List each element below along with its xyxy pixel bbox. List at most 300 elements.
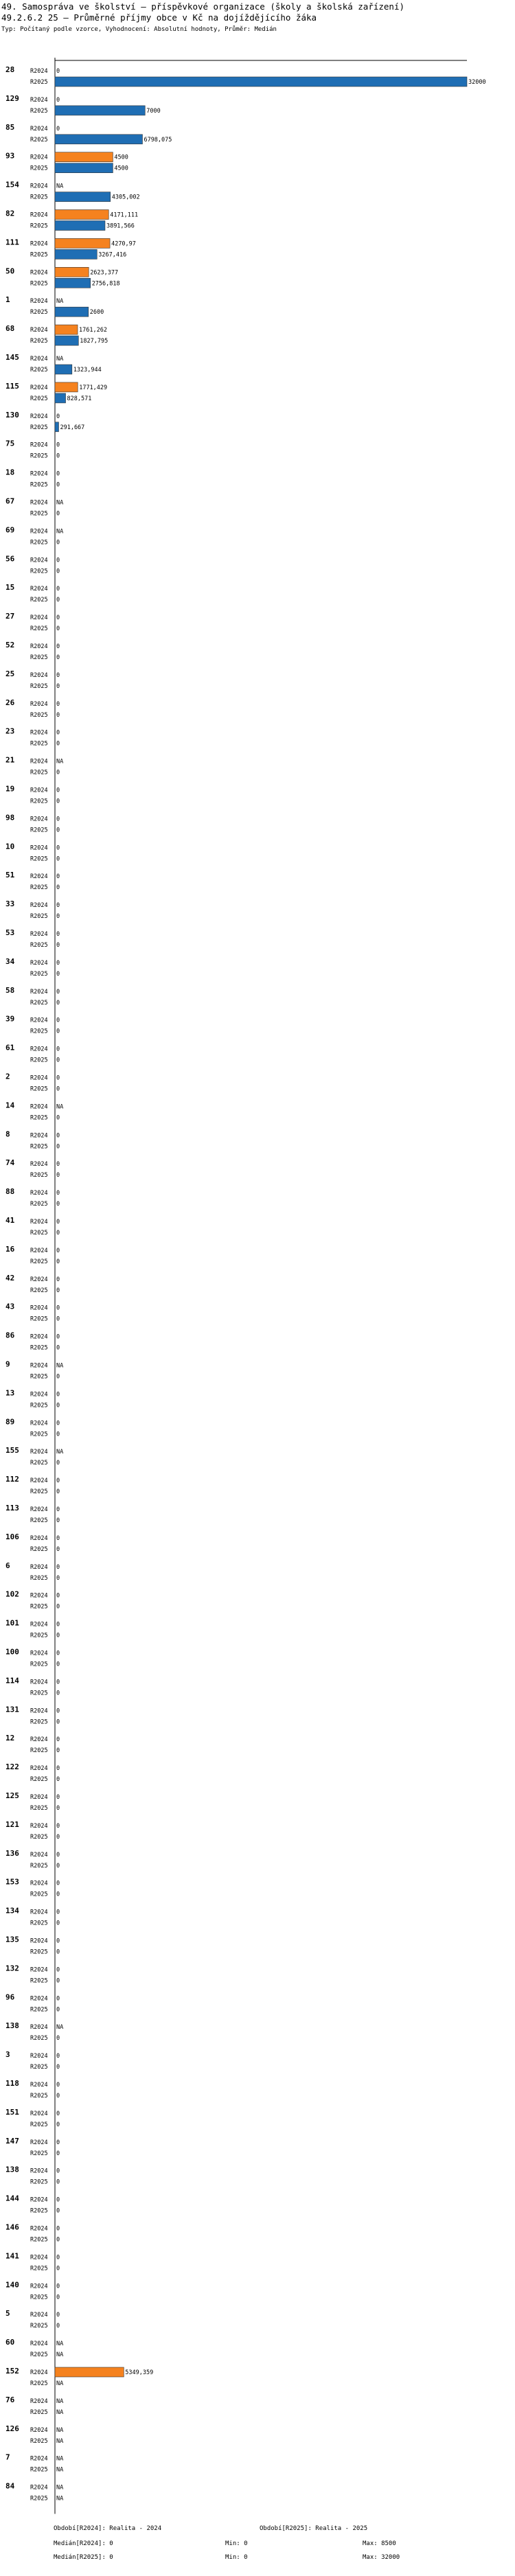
value-label: NA — [56, 356, 64, 363]
value-label: 0 — [56, 1592, 60, 1600]
category-label: 42 — [5, 1273, 15, 1283]
category-label: 98 — [5, 813, 15, 823]
series-label: R2025 — [30, 1862, 48, 1870]
series-label: R2025 — [30, 1603, 48, 1611]
category-label: 60 — [5, 2338, 15, 2347]
value-label: 0 — [56, 1074, 60, 1082]
bar — [55, 135, 142, 144]
category-label: 51 — [5, 871, 15, 880]
category-label: 75 — [5, 439, 15, 448]
value-label: 0 — [56, 1891, 60, 1898]
series-label: R2024 — [30, 931, 48, 938]
value-label: 0 — [56, 1977, 60, 1985]
value-label: 3891,566 — [106, 222, 135, 230]
legend-r2024: Období[R2024]: Realita - 2024 — [54, 2525, 162, 2532]
series-label: R2024 — [30, 298, 48, 306]
category-label: 74 — [5, 1158, 15, 1168]
category-label: 138 — [5, 2165, 19, 2174]
value-label: NA — [56, 2495, 64, 2503]
series-label: R2025 — [30, 1805, 48, 1812]
value-label: 7000 — [146, 107, 161, 115]
series-label: R2025 — [30, 1344, 48, 1352]
value-label: 6798,075 — [144, 136, 172, 143]
max-r2025: Max: 32000 — [363, 2554, 400, 2561]
value-label: 0 — [56, 913, 60, 921]
value-label: NA — [56, 1449, 64, 1456]
max-r2024: Max: 8500 — [363, 2540, 396, 2547]
series-label: R2025 — [30, 1833, 48, 1841]
value-label: 0 — [56, 855, 60, 863]
bar — [55, 249, 97, 259]
value-label: 0 — [56, 1545, 60, 1553]
category-label: 141 — [5, 2251, 19, 2261]
series-label: R2024 — [30, 327, 48, 334]
bar — [55, 152, 113, 162]
value-label: 0 — [56, 2283, 60, 2290]
value-label: 4270,97 — [111, 240, 136, 248]
series-label: R2024 — [30, 1103, 48, 1111]
value-label: 0 — [56, 970, 60, 978]
value-label: 0 — [56, 2035, 60, 2043]
series-label: R2024 — [30, 1679, 48, 1686]
series-label: R2025 — [30, 367, 48, 373]
series-label: R2024 — [30, 1304, 48, 1312]
series-label: R2024 — [30, 700, 48, 708]
category-label: 18 — [5, 468, 15, 477]
value-label: 4500 — [114, 165, 128, 172]
value-label: NA — [56, 2024, 64, 2032]
category-label: 100 — [5, 1647, 19, 1657]
category-label: 118 — [5, 2079, 19, 2088]
value-label: 0 — [56, 1046, 60, 1053]
value-label: 0 — [56, 2236, 60, 2244]
category-label: 56 — [5, 554, 15, 564]
series-label: R2025 — [30, 855, 48, 863]
value-label: 0 — [56, 557, 60, 564]
series-label: R2025 — [30, 79, 48, 86]
series-label: R2024 — [30, 614, 48, 622]
category-label: 114 — [5, 1676, 19, 1686]
value-label: 3267,416 — [98, 251, 127, 259]
value-label: 0 — [56, 902, 60, 910]
category-label: 68 — [5, 324, 15, 334]
value-label: 0 — [56, 2167, 60, 2175]
series-label: R2024 — [30, 758, 48, 766]
value-label: 0 — [56, 1661, 60, 1668]
series-label: R2025 — [30, 2437, 48, 2445]
bar — [55, 2367, 124, 2377]
series-label: R2025 — [30, 395, 48, 402]
value-label: NA — [56, 2426, 64, 2434]
series-label: R2024 — [30, 1851, 48, 1859]
value-label: 0 — [56, 729, 60, 737]
value-label: 0 — [56, 654, 60, 661]
category-label: 67 — [5, 496, 15, 506]
value-label: 0 — [56, 2294, 60, 2301]
category-label: 126 — [5, 2424, 19, 2433]
category-label: 145 — [5, 353, 19, 362]
min-r2025: Min: 0 — [225, 2554, 248, 2561]
series-label: R2025 — [30, 1920, 48, 1927]
category-label: 89 — [5, 1417, 15, 1427]
value-label: 0 — [56, 1707, 60, 1715]
value-label: 0 — [56, 597, 60, 604]
series-label: R2025 — [30, 1545, 48, 1553]
legend-r2025: Období[R2025]: Realita - 2025 — [260, 2525, 368, 2532]
value-label: 0 — [56, 1190, 60, 1197]
value-label: 0 — [56, 931, 60, 938]
category-label: 19 — [5, 784, 15, 794]
series-label: R2025 — [30, 682, 48, 690]
value-label: 1827,795 — [80, 338, 108, 345]
category-label: 23 — [5, 726, 15, 736]
series-label: R2024 — [30, 671, 48, 679]
series-label: R2025 — [30, 999, 48, 1007]
bar — [55, 422, 58, 432]
series-label: R2025 — [30, 107, 48, 115]
bar — [55, 382, 78, 392]
category-label: 12 — [5, 1734, 15, 1743]
series-label: R2025 — [30, 1488, 48, 1496]
category-label: 76 — [5, 2395, 15, 2404]
series-label: R2024 — [30, 1736, 48, 1744]
series-label: R2024 — [30, 2053, 48, 2060]
category-label: 3 — [5, 2050, 10, 2060]
category-label: 144 — [5, 2194, 19, 2203]
value-label: 0 — [56, 2121, 60, 2128]
series-label: R2024 — [30, 729, 48, 737]
series-label: R2025 — [30, 1977, 48, 1985]
series-label: R2025 — [30, 654, 48, 661]
series-label: R2024 — [30, 1219, 48, 1226]
category-label: 96 — [5, 1992, 15, 2002]
series-label: R2024 — [30, 470, 48, 478]
value-label: 0 — [56, 1402, 60, 1410]
series-label: R2025 — [30, 798, 48, 805]
value-label: 0 — [56, 769, 60, 777]
category-label: 106 — [5, 1532, 19, 1541]
series-label: R2024 — [30, 240, 48, 248]
series-label: R2025 — [30, 2178, 48, 2186]
category-label: 33 — [5, 899, 15, 909]
value-label: 0 — [56, 1563, 60, 1571]
value-label: 0 — [56, 1833, 60, 1841]
value-label: 1771,429 — [79, 384, 108, 391]
series-label: R2025 — [30, 1085, 48, 1093]
category-label: 13 — [5, 1388, 15, 1398]
series-label: R2025 — [30, 913, 48, 921]
value-label: 828,571 — [67, 395, 92, 402]
value-label: 0 — [56, 1822, 60, 1830]
category-label: 153 — [5, 1877, 19, 1887]
value-label: NA — [56, 2484, 64, 2492]
series-label: R2024 — [30, 68, 48, 75]
value-label: 0 — [56, 470, 60, 478]
series-label: R2024 — [30, 2341, 48, 2348]
category-label: 43 — [5, 1302, 15, 1311]
category-label: 28 — [5, 65, 15, 74]
value-label: 0 — [56, 1431, 60, 1438]
series-label: R2024 — [30, 2369, 48, 2376]
value-label: 0 — [56, 1304, 60, 1312]
value-label: 0 — [56, 2323, 60, 2330]
series-label: R2025 — [30, 222, 48, 230]
value-label: 0 — [56, 1161, 60, 1169]
series-label: R2025 — [30, 1114, 48, 1122]
value-label: 0 — [56, 2082, 60, 2089]
category-label: 53 — [5, 928, 15, 937]
category-label: 10 — [5, 842, 15, 851]
bar — [55, 336, 78, 345]
series-label: R2025 — [30, 1948, 48, 1956]
value-label: 0 — [56, 481, 60, 489]
value-label: 0 — [56, 740, 60, 748]
value-label: 0 — [56, 873, 60, 881]
series-label: R2024 — [30, 873, 48, 881]
series-label: R2024 — [30, 1190, 48, 1197]
value-label: 0 — [56, 2053, 60, 2060]
series-label: R2024 — [30, 1506, 48, 1513]
series-label: R2025 — [30, 452, 48, 460]
value-label: NA — [56, 528, 64, 536]
value-label: 0 — [56, 2178, 60, 2186]
series-label: R2025 — [30, 1258, 48, 1265]
series-label: R2024 — [30, 1592, 48, 1600]
series-label: R2025 — [30, 338, 48, 345]
value-label: NA — [56, 2466, 64, 2474]
category-label: 93 — [5, 151, 15, 161]
category-label: 111 — [5, 238, 19, 247]
series-label: R2024 — [30, 183, 48, 190]
bar — [55, 267, 89, 277]
category-label: 134 — [5, 1906, 19, 1916]
series-label: R2025 — [30, 251, 48, 259]
value-label: 0 — [56, 441, 60, 449]
category-label: 61 — [5, 1043, 15, 1053]
value-label: 0 — [56, 1373, 60, 1381]
value-label: 0 — [56, 96, 60, 104]
value-label: 0 — [56, 1057, 60, 1064]
value-label: 0 — [56, 2064, 60, 2071]
value-label: 0 — [56, 959, 60, 967]
category-label: 27 — [5, 612, 15, 621]
series-label: R2025 — [30, 1661, 48, 1668]
value-label: 0 — [56, 1718, 60, 1726]
value-label: 0 — [56, 827, 60, 834]
series-label: R2024 — [30, 2426, 48, 2434]
value-label: NA — [56, 758, 64, 766]
series-label: R2025 — [30, 597, 48, 604]
category-label: 132 — [5, 1964, 19, 1973]
value-label: 0 — [56, 2207, 60, 2215]
series-label: R2025 — [30, 1201, 48, 1208]
category-label: 154 — [5, 180, 19, 189]
bar — [55, 238, 110, 248]
value-label: 0 — [56, 1420, 60, 1427]
category-label: 102 — [5, 1589, 19, 1599]
series-label: R2025 — [30, 1460, 48, 1467]
series-label: R2024 — [30, 2254, 48, 2262]
value-label: 0 — [56, 2265, 60, 2273]
category-label: 41 — [5, 1216, 15, 1225]
value-label: 0 — [56, 2093, 60, 2100]
series-label: R2025 — [30, 2064, 48, 2071]
category-label: 115 — [5, 381, 19, 391]
min-r2024: Min: 0 — [225, 2540, 248, 2547]
value-label: NA — [56, 2397, 64, 2405]
series-label: R2024 — [30, 1794, 48, 1801]
category-label: 151 — [5, 2107, 19, 2117]
value-label: 0 — [56, 2150, 60, 2157]
category-label: 101 — [5, 1618, 19, 1628]
series-label: R2024 — [30, 959, 48, 967]
value-label: 0 — [56, 711, 60, 719]
category-label: 155 — [5, 1446, 19, 1456]
value-label: 0 — [56, 586, 60, 593]
series-label: R2024 — [30, 2397, 48, 2405]
value-label: 0 — [56, 1632, 60, 1640]
value-label: 0 — [56, 125, 60, 133]
value-label: NA — [56, 298, 64, 306]
value-label: 0 — [56, 413, 60, 420]
series-label: R2025 — [30, 2466, 48, 2474]
series-label: R2024 — [30, 2196, 48, 2204]
value-label: 0 — [56, 1477, 60, 1485]
series-label: R2024 — [30, 2082, 48, 2089]
series-label: R2025 — [30, 1230, 48, 1237]
category-label: 125 — [5, 1791, 19, 1800]
series-label: R2024 — [30, 844, 48, 852]
value-label: 0 — [56, 1315, 60, 1323]
value-label: 0 — [56, 68, 60, 75]
value-label: 0 — [56, 2225, 60, 2233]
value-label: 0 — [56, 884, 60, 892]
value-label: 0 — [56, 1230, 60, 1237]
value-label: 0 — [56, 1966, 60, 1974]
category-label: 16 — [5, 1244, 15, 1254]
series-label: R2024 — [30, 1563, 48, 1571]
series-label: R2024 — [30, 1247, 48, 1254]
series-label: R2024 — [30, 1650, 48, 1657]
category-label: 136 — [5, 1848, 19, 1858]
value-label: 0 — [56, 643, 60, 650]
median-r2024: Medián[R2024]: 0 — [54, 2540, 113, 2547]
value-label: 0 — [56, 1920, 60, 1927]
value-label: 0 — [56, 1172, 60, 1180]
category-label: 84 — [5, 2481, 15, 2491]
value-label: NA — [56, 2408, 64, 2416]
category-label: 8 — [5, 1129, 10, 1139]
value-label: NA — [56, 2380, 64, 2387]
series-label: R2024 — [30, 1937, 48, 1945]
value-label: 0 — [56, 1460, 60, 1467]
series-label: R2025 — [30, 165, 48, 172]
value-label: 4305,002 — [111, 194, 140, 201]
series-label: R2025 — [30, 194, 48, 201]
value-label: 0 — [56, 452, 60, 460]
category-label: 69 — [5, 525, 15, 535]
category-label: 2 — [5, 1072, 10, 1081]
series-label: R2024 — [30, 2283, 48, 2290]
series-label: R2024 — [30, 787, 48, 794]
category-label: 39 — [5, 1014, 15, 1024]
series-label: R2024 — [30, 816, 48, 823]
value-label: 0 — [56, 1603, 60, 1611]
series-label: R2024 — [30, 1333, 48, 1341]
series-label: R2024 — [30, 1966, 48, 1974]
series-label: R2024 — [30, 1765, 48, 1773]
series-label: R2024 — [30, 441, 48, 449]
series-label: R2025 — [30, 2408, 48, 2416]
category-label: 34 — [5, 956, 15, 966]
category-label: 129 — [5, 93, 19, 103]
category-label: 112 — [5, 1475, 19, 1484]
value-label: 0 — [56, 1621, 60, 1629]
category-label: 14 — [5, 1101, 15, 1110]
value-label: 0 — [56, 2254, 60, 2262]
series-label: R2025 — [30, 625, 48, 633]
series-label: R2024 — [30, 2024, 48, 2032]
value-label: 0 — [56, 1805, 60, 1812]
bar — [55, 106, 145, 115]
value-label: 0 — [56, 1937, 60, 1945]
value-label: 0 — [56, 1690, 60, 1697]
series-label: R2024 — [30, 1621, 48, 1629]
value-label: NA — [56, 2437, 64, 2445]
category-label: 85 — [5, 122, 15, 132]
value-label: 0 — [56, 1650, 60, 1657]
value-label: 0 — [56, 2196, 60, 2204]
bar — [55, 325, 78, 334]
value-label: 1323,944 — [73, 367, 102, 373]
bar — [55, 221, 105, 231]
series-label: R2024 — [30, 499, 48, 507]
category-label: 25 — [5, 669, 15, 678]
value-label: 0 — [56, 1776, 60, 1784]
bar — [55, 393, 66, 403]
series-label: R2025 — [30, 280, 48, 288]
category-label: 131 — [5, 1705, 19, 1714]
series-label: R2025 — [30, 539, 48, 547]
series-label: R2024 — [30, 1420, 48, 1427]
category-label: 121 — [5, 1819, 19, 1829]
category-label: 1 — [5, 295, 10, 305]
value-label: NA — [56, 183, 64, 190]
value-label: 0 — [56, 1736, 60, 1744]
category-label: 86 — [5, 1331, 15, 1340]
value-label: 0 — [56, 1995, 60, 2003]
series-label: R2024 — [30, 586, 48, 593]
chart-settings: Typ: Počítaný podle vzorce, Vyhodnocení: Absolutní hodnoty, Průměr: Medián — [1, 26, 277, 33]
bar — [55, 77, 467, 87]
value-label: 0 — [56, 625, 60, 633]
value-label: 0 — [56, 1747, 60, 1755]
value-label: 0 — [56, 2006, 60, 2014]
value-label: 0 — [56, 671, 60, 679]
value-label: 0 — [56, 1794, 60, 1801]
series-label: R2025 — [30, 2380, 48, 2387]
series-label: R2025 — [30, 1373, 48, 1381]
value-label: 0 — [56, 1143, 60, 1151]
series-label: R2025 — [30, 1143, 48, 1151]
series-label: R2024 — [30, 2312, 48, 2319]
series-label: R2025 — [30, 1632, 48, 1640]
value-label: NA — [56, 1362, 64, 1370]
series-label: R2025 — [30, 1776, 48, 1784]
series-label: R2025 — [30, 1574, 48, 1582]
series-label: R2024 — [30, 557, 48, 564]
series-label: R2024 — [30, 1909, 48, 1916]
